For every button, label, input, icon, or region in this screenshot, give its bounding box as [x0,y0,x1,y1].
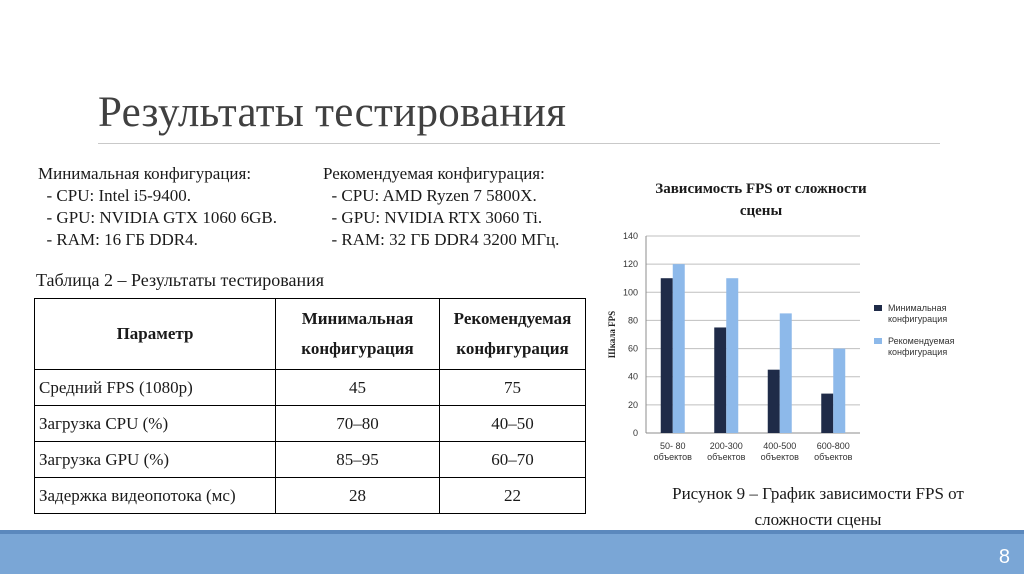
x-tick-label: объектов [760,452,799,462]
legend-label: конфигурация [888,314,948,324]
table-header-parameter: Параметр [35,299,276,370]
x-tick-label: объектов [653,452,692,462]
page-number: 8 [998,546,1010,568]
y-tick-label: 0 [632,428,638,438]
x-tick-label: 600-800 [816,441,850,451]
table-header-min: Минимальная конфигурация [276,299,440,370]
table-cell: Задержка видеопотока (мс) [35,478,276,514]
bar [821,394,833,433]
table-row [35,478,586,514]
figure-caption: Рисунок 9 – График зависимости FPS от сложности сцены [672,484,964,529]
table-caption: Таблица 2 – Результаты тестирования [36,270,325,290]
y-tick-label: 40 [627,371,638,382]
rec-config-block [323,163,559,251]
slide-title: Результаты тестирования [98,89,567,136]
table-cell: 45 [276,370,440,406]
min-config-ram: - RAM: 16 ГБ DDR4. [38,230,198,249]
table-cell: Загрузка CPU (%) [35,406,276,442]
chart-title: Зависимость FPS от сложности сцены [655,181,867,219]
min-config-gpu: - GPU: NVIDIA GTX 1060 6GB. [38,208,277,227]
table-header-row [35,299,586,370]
bar [714,327,726,433]
x-tick-label: 400-500 [763,441,797,451]
x-tick-label: объектов [707,452,746,462]
table-header-rec: Рекомендуемая конфигурация [440,299,586,370]
table-cell: 22 [440,478,586,514]
y-axis-label: Шкала FPS [607,310,617,359]
table-cell: 28 [276,478,440,514]
table-cell: 40–50 [440,406,586,442]
rec-config-heading: Рекомендуемая конфигурация: [323,164,545,183]
table-row [35,406,586,442]
y-tick-label: 20 [627,399,638,410]
footer-stripe [0,530,1024,534]
x-tick-label: объектов [814,452,853,462]
legend-label: Минимальная [888,303,947,313]
y-tick-label: 60 [627,343,638,354]
bar [726,278,738,433]
bar [661,278,673,433]
fps-chart [598,170,978,470]
title-divider [98,143,940,144]
legend-label: Рекомендуемая [888,336,955,346]
bar [673,264,685,433]
y-tick-label: 120 [622,259,638,270]
results-table [34,298,586,514]
legend-swatch [874,305,882,311]
min-config-cpu: - CPU: Intel i5-9400. [38,186,191,205]
legend-label: конфигурация [888,347,948,357]
table-cell: Средний FPS (1080p) [35,370,276,406]
bar [833,349,845,433]
bar [768,370,780,433]
bar [780,313,792,433]
rec-config-gpu: - GPU: NVIDIA RTX 3060 Ti. [323,208,543,227]
legend-swatch [874,338,882,344]
table-cell: Загрузка GPU (%) [35,442,276,478]
table-cell: 85–95 [276,442,440,478]
min-config-block [38,163,277,251]
rec-config-ram: - RAM: 32 ГБ DDR4 3200 МГц. [323,230,560,249]
table-cell: 60–70 [440,442,586,478]
table-cell: 75 [440,370,586,406]
y-tick-label: 100 [622,287,638,298]
rec-config-cpu: - CPU: AMD Ryzen 7 5800X. [323,186,537,205]
x-tick-label: 200-300 [709,441,743,451]
table-cell: 70–80 [276,406,440,442]
y-tick-label: 140 [622,231,638,241]
x-tick-label: 50- 80 [659,441,686,451]
table-row [35,370,586,406]
min-config-heading: Минимальная конфигурация: [38,164,252,183]
y-tick-label: 80 [627,315,638,326]
chart-plot [598,170,978,470]
table-row [35,442,586,478]
footer-bar [0,530,1024,574]
